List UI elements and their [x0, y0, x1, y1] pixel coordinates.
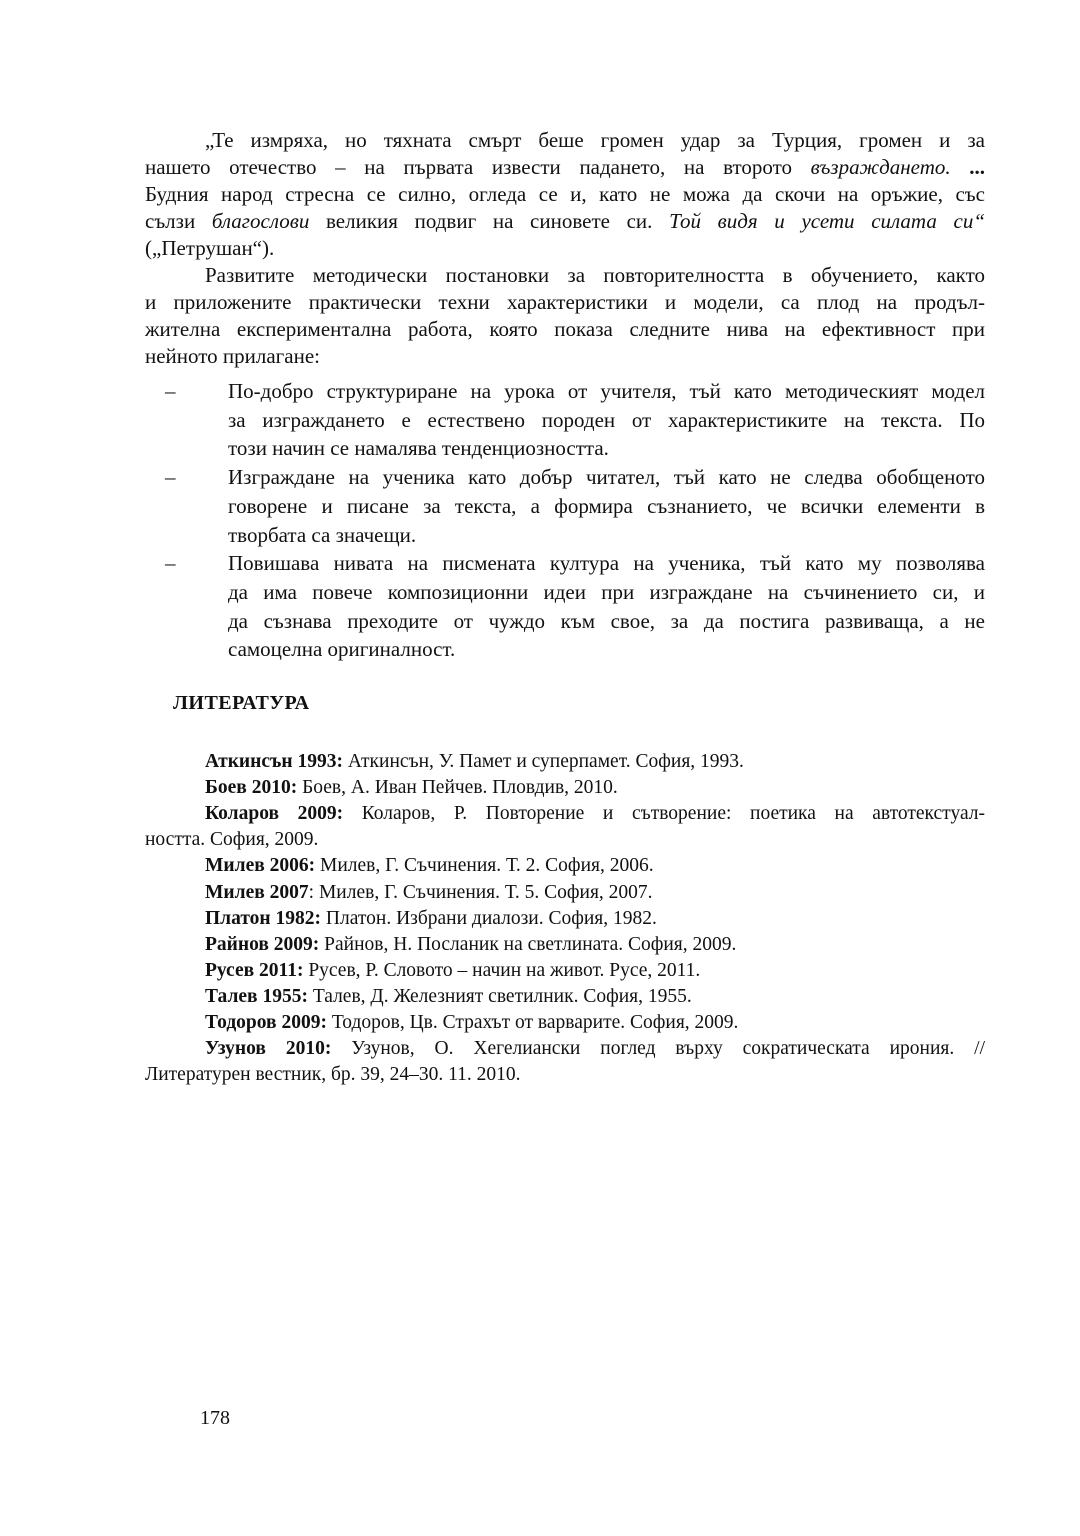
reference-entry — [205, 931, 985, 958]
paragraph-line — [145, 181, 985, 208]
text-run: великия подвиг на синовете си. — [309, 209, 670, 233]
text-run: Боев, А. Иван Пейчев. Пловдив, 2010. — [297, 777, 618, 799]
reference-entry — [205, 852, 985, 879]
text-run: ... — [969, 155, 986, 179]
text-run: ността. София, 2009. — [145, 829, 319, 851]
text-run: „Те измряха, но тяхната смърт беше громен удар за Турция, громен и за — [205, 128, 985, 152]
text-run: Талев, Д. Железният светилник. София, 1955. — [307, 985, 692, 1007]
text-run: („Петрушан“). — [145, 236, 275, 260]
text-run: Изграждане на ученика като добър читател, тъй като не следва обобщеното — [228, 465, 985, 490]
paragraph-line — [145, 343, 985, 370]
bullet-line — [228, 378, 985, 405]
text-run: Милев 2007 — [205, 881, 309, 903]
text-run: говорене и писане за текста, а формира съзнанието, че всички елементи в — [228, 493, 985, 518]
text-run — [951, 155, 970, 179]
text-run: Тодоров 2009: — [205, 1012, 327, 1033]
text-run: Аткинсън, У. Памет и суперпамет. София, 1993. — [343, 751, 744, 772]
text-run: Коларов, Р. Повторение и сътворение: поетика на автотекстуал- — [343, 803, 985, 825]
reference-entry — [145, 826, 985, 853]
text-run: Будния народ стресна се силно, огледа се и, като не можа да скочи на оръжие, със — [145, 182, 985, 206]
paragraph-line — [145, 289, 985, 316]
text-run: Русев, Р. Словото – начин на живот. Русе, 2011. — [303, 959, 701, 981]
text-run: Повишава нивата на писмената култура на ученика, тъй като му позволява — [228, 551, 985, 576]
text-run: Райнов 2009: — [205, 933, 320, 955]
reference-entry — [205, 774, 985, 801]
text-run: Аткинсън 1993: — [205, 751, 344, 772]
reference-entry — [205, 1009, 985, 1036]
text-run: Боев 2010: — [205, 777, 298, 799]
references-heading: ЛИТЕРАТУРА — [173, 692, 310, 714]
bullet-dash: – — [165, 465, 176, 490]
text-run: По-добро структуриране на урока от учителя, тъй като методическият модел — [228, 379, 985, 403]
bullet-line — [228, 435, 985, 462]
text-run: творбата са значещи. — [228, 522, 417, 547]
reference-entry — [205, 1035, 985, 1062]
reference-entry — [205, 879, 985, 906]
text-run: Платон. Избрани диалози. София, 1982. — [321, 907, 657, 929]
paragraph-line — [205, 127, 985, 154]
reference-entry — [205, 800, 985, 827]
reference-entry — [205, 957, 985, 984]
text-run: Милев, Г. Съчинения. Т. 2. София, 2006. — [315, 855, 654, 877]
text-run: Милев 2006: — [205, 855, 316, 877]
paragraph-line — [145, 235, 985, 262]
bullet-dash: – — [165, 379, 176, 403]
reference-entry — [205, 905, 985, 932]
text-run: Узунов 2010: — [205, 1038, 332, 1060]
text-run: Коларов 2009: — [205, 803, 344, 825]
text-run: Развитите методически постановки за повторителността в обучението, както — [205, 263, 985, 287]
bullet-line — [228, 464, 985, 491]
text-run: Узунов, О. Хегелиански поглед върху сократическата ирония. // — [331, 1038, 985, 1060]
text-run: Литературен вестник, бр. 39, 24–30. 11. 2010. — [145, 1064, 521, 1086]
bullet-dash: – — [165, 551, 176, 576]
bullet-line — [228, 407, 985, 434]
text-run: : Милев, Г. Съчинения. Т. 5. София, 2007. — [308, 881, 653, 903]
paragraph-line — [145, 154, 985, 181]
text-run: Райнов, Н. Посланик на светлината. София, 2009. — [319, 933, 737, 955]
text-run: нейното прилагане: — [145, 344, 321, 368]
text-run: възраждането. — [810, 155, 951, 179]
reference-entry — [205, 983, 985, 1010]
reference-entry — [145, 1061, 985, 1088]
text-run: за изграждането е естествено породен от характеристиките на текста. По — [228, 407, 985, 432]
bullet-line — [228, 636, 985, 663]
text-run: Русев 2011: — [205, 959, 304, 981]
text-run: Той видя и усети силата си“ — [669, 209, 985, 233]
paragraph-line — [145, 316, 985, 343]
text-run: Платон 1982: — [205, 907, 322, 929]
paragraph-line — [205, 262, 985, 289]
bullet-line — [228, 493, 985, 520]
text-run: Талев 1955: — [205, 985, 308, 1007]
reference-entry — [205, 748, 985, 775]
text-run: Тодоров, Цв. Страхът от варварите. София, 2009. — [326, 1012, 739, 1033]
bullet-line — [228, 579, 985, 606]
text-run: да съзнава преходите от чуждо към свое, за да постига развиваща, а не — [228, 608, 985, 633]
bullet-line — [228, 522, 985, 549]
paragraph-line — [145, 208, 985, 235]
text-run: самоцелна оригиналност. — [228, 637, 456, 662]
text-run: да има повече композиционни идеи при изграждане на съчинението си, и — [228, 579, 985, 604]
bullet-line — [228, 550, 985, 577]
text-run: жителна експериментална работа, която показа следните нива на ефективност при — [145, 317, 985, 341]
text-run: и приложените практически техни характеристики и модели, са плод на продъл- — [145, 290, 985, 314]
text-run: благослови — [211, 209, 310, 233]
bullet-line — [228, 608, 985, 635]
text-run: нашето отечество – на първата извести падането, на второто — [145, 155, 811, 179]
page-number: 178 — [200, 1407, 230, 1429]
text-run: сълзи — [145, 209, 212, 233]
text-run: този начин се намалява тенденциозността. — [228, 436, 609, 461]
